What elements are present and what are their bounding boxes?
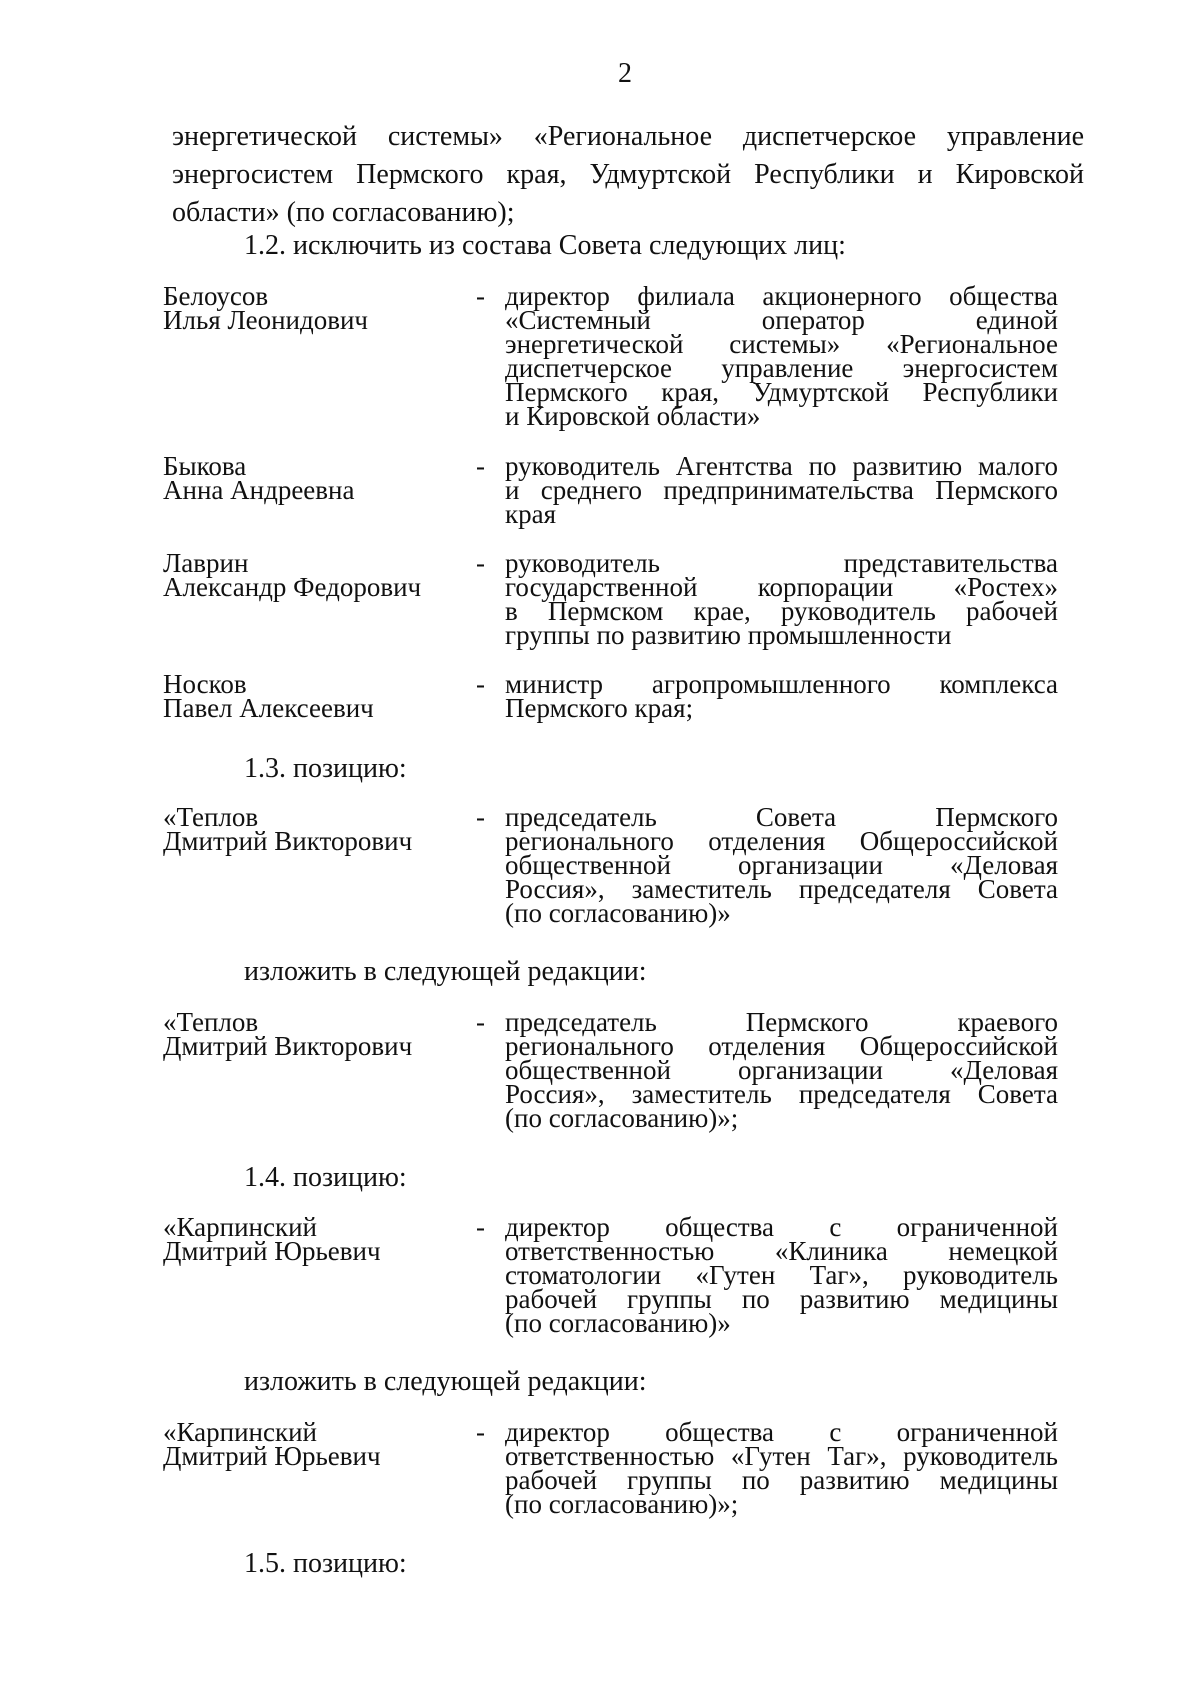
member-given-name: Дмитрий Викторович: [163, 826, 413, 856]
member-description: [505, 1212, 1058, 1338]
description-line: Пермского края, Удмуртской Республики: [505, 377, 1058, 407]
member-name: [163, 1212, 463, 1266]
description-line: и Кировской области»: [505, 401, 761, 431]
entry-dash: -: [476, 1417, 485, 1447]
description-line: руководитель представительства: [505, 548, 1058, 578]
member-surname: Носков: [163, 669, 247, 699]
member-surname: «Теплов: [163, 1007, 259, 1037]
intro-paragraph: [172, 118, 1084, 232]
entry-dash: -: [476, 548, 485, 578]
member-name: [163, 451, 463, 505]
entry-dash: -: [476, 281, 485, 311]
description-line: рабочей группы по развитию медицины: [505, 1465, 1058, 1495]
description-line: стоматологии «Гутен Таг», руководитель: [505, 1260, 1058, 1290]
entry-dash: -: [476, 669, 485, 699]
member-given-name: Анна Андреевна: [163, 475, 355, 505]
member-surname: Быкова: [163, 451, 247, 481]
member-description: [505, 1417, 1058, 1519]
description-line: диспетчерское управление энергосистем: [505, 353, 1058, 383]
description-line: и среднего предпринимательства Пермского: [505, 475, 1058, 505]
description-line: края: [505, 499, 557, 529]
description-line: министр агропромышленного комплекса: [505, 669, 1058, 699]
description-line: директор общества с ограниченной: [505, 1212, 1058, 1242]
instruction-position-1-3: 1.3. позицию:: [244, 753, 407, 784]
intro-line: энергетической системы» «Региональное диспетчерское управление: [172, 121, 1084, 152]
member-description: [505, 451, 1058, 529]
description-line: рабочей группы по развитию медицины: [505, 1284, 1058, 1314]
member-description: [505, 1007, 1058, 1133]
instruction-position-1-4: 1.4. позицию:: [244, 1162, 407, 1193]
member-name: [163, 1007, 463, 1061]
instruction-position-1-5: 1.5. позицию:: [244, 1548, 407, 1579]
description-line: ответственностью «Гутен Таг», руководитель: [505, 1441, 1058, 1471]
description-line: группы по развитию промышленности: [505, 620, 952, 650]
entry-dash: -: [476, 451, 485, 481]
member-name: [163, 281, 463, 335]
entry-dash: -: [476, 802, 485, 832]
member-surname: Лаврин: [163, 548, 249, 578]
member-given-name: Павел Алексеевич: [163, 693, 374, 723]
description-line: Россия», заместитель председателя Совета: [505, 1079, 1058, 1109]
description-line: руководитель Агентства по развитию малого: [505, 451, 1058, 481]
member-description: [505, 802, 1058, 928]
description-line: общественной организации «Деловая: [505, 1055, 1058, 1085]
description-line: государственной корпорации «Ростех»: [505, 572, 1058, 602]
page-number: 2: [618, 58, 632, 89]
instruction-restate: изложить в следующей редакции:: [244, 956, 647, 987]
member-description: [505, 548, 1058, 650]
member-given-name: Илья Леонидович: [163, 305, 368, 335]
member-name: [163, 1417, 463, 1471]
description-line: общественной организации «Деловая: [505, 850, 1058, 880]
description-line: (по согласованию)»;: [505, 1103, 739, 1133]
description-line: регионального отделения Общероссийской: [505, 826, 1058, 856]
description-line: регионального отделения Общероссийской: [505, 1031, 1058, 1061]
intro-line: энергосистем Пермского края, Удмуртской Республики и Кировской: [172, 159, 1084, 190]
description-line: председатель Пермского краевого: [505, 1007, 1058, 1037]
member-given-name: Дмитрий Юрьевич: [163, 1441, 381, 1471]
instruction-restate: изложить в следующей редакции:: [244, 1366, 647, 1397]
description-line: в Пермском крае, руководитель рабочей: [505, 596, 1058, 626]
member-given-name: Дмитрий Викторович: [163, 1031, 413, 1061]
member-surname: Белоусов: [163, 281, 269, 311]
description-line: (по согласованию)»: [505, 1308, 731, 1338]
entry-dash: -: [476, 1007, 485, 1037]
member-surname: «Карпинский: [163, 1417, 317, 1447]
member-given-name: Дмитрий Юрьевич: [163, 1236, 381, 1266]
description-line: ответственностью «Клиника немецкой: [505, 1236, 1058, 1266]
member-surname: «Карпинский: [163, 1212, 317, 1242]
instruction-exclude: 1.2. исключить из состава Совета следующих лиц:: [244, 230, 846, 261]
description-line: Россия», заместитель председателя Совета: [505, 874, 1058, 904]
member-name: [163, 669, 463, 723]
member-surname: «Теплов: [163, 802, 259, 832]
member-name: [163, 548, 463, 602]
description-line: Пермского края;: [505, 693, 694, 723]
member-description: [505, 281, 1058, 431]
description-line: директор общества с ограниченной: [505, 1417, 1058, 1447]
description-line: «Системный оператор единой: [505, 305, 1058, 335]
description-line: директор филиала акционерного общества: [505, 281, 1058, 311]
member-name: [163, 802, 463, 856]
description-line: (по согласованию)»: [505, 898, 731, 928]
intro-line: области» (по согласованию);: [172, 197, 515, 228]
description-line: (по согласованию)»;: [505, 1489, 739, 1519]
member-description: [505, 669, 1058, 723]
description-line: председатель Совета Пермского: [505, 802, 1058, 832]
member-given-name: Александр Федорович: [163, 572, 422, 602]
entry-dash: -: [476, 1212, 485, 1242]
description-line: энергетической системы» «Региональное: [505, 329, 1058, 359]
